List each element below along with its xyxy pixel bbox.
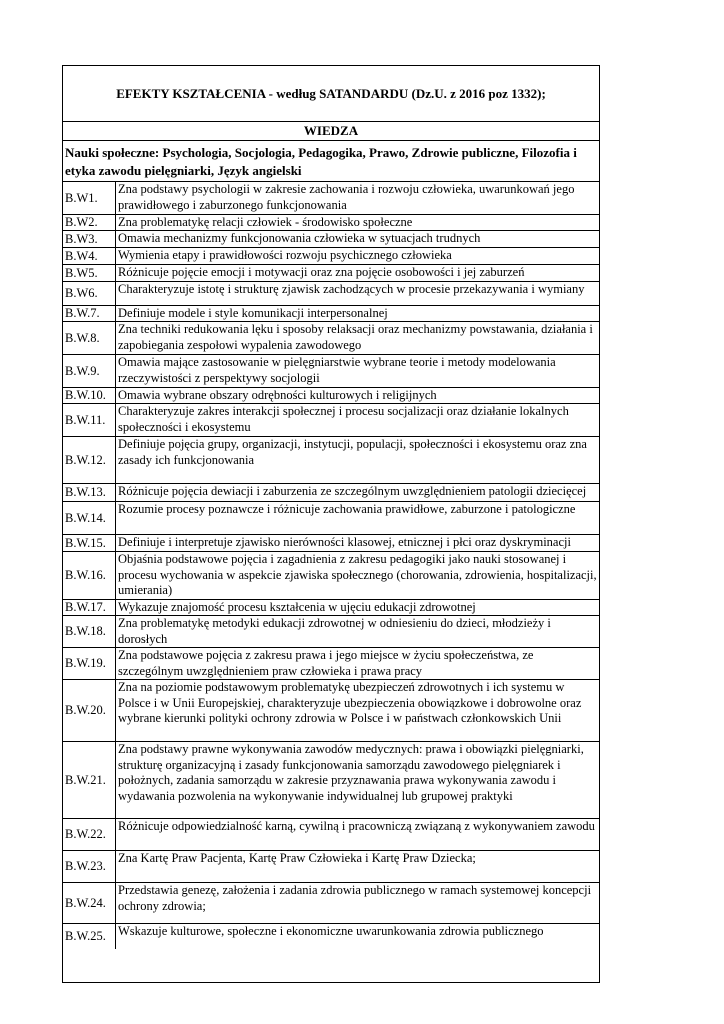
outcome-code: B.W.8. bbox=[63, 322, 116, 354]
outcome-description: Omawia mechanizmy funkcjonowania człowieka w sytuacjach trudnych bbox=[118, 231, 481, 245]
table-row bbox=[63, 819, 599, 851]
outcome-code: B.W.10. bbox=[63, 388, 116, 403]
outcome-description: Zna na poziomie podstawowym problematykę ubezpieczeń zdrowotnych i ich systemu w Polsce i w Unii Europejskiej, charakteryzuje ubezpieczenia obowiązkowe i dobrowolne oraz wybrane kierunki polityki ochrony zdrowia w Polsce i w państwach członkowskich Unii bbox=[118, 680, 582, 725]
outcome-description: Zna podstawy prawne wykonywania zawodów medycznych: prawa i obowiązki pielęgniarki, strukturę organizacyjną i zasady funkcjonowania samorządu zawodowego pielęgniarek i położnych, zadania samorządu w zakresie przyznawania prawa wykonywania zawodu i wydawania pozwolenia na wykonywanie indywidualnej lub grupowej praktyki bbox=[118, 742, 584, 803]
outcome-description: Omawia mające zastosowanie w pielęgniarstwie wybrane teorie i metody modelowania rzeczywistości z perspektywy socjologii bbox=[118, 355, 556, 385]
table-row bbox=[63, 215, 599, 231]
outcome-description: Definiuje i interpretuje zjawisko nierówności klasowej, etnicznej i płci oraz dyskryminacji bbox=[118, 535, 571, 549]
outcome-code: B.W.19. bbox=[63, 648, 116, 679]
table-row bbox=[63, 552, 599, 600]
outcome-description: Omawia wybrane obszary odrębności kulturowych i religijnych bbox=[118, 388, 437, 402]
table-title-text: EFEKTY KSZTAŁCENIA - według SATANDARDU (Dz.U. z 2016 poz 1332); bbox=[116, 85, 546, 101]
outcome-code: B.W.7. bbox=[63, 306, 116, 321]
table-row bbox=[63, 404, 599, 437]
outcome-description: Różnicuje odpowiedzialność karną, cywilną i pracowniczą związaną z wykonywaniem zawodu bbox=[118, 819, 595, 833]
outcome-code: B.W.20. bbox=[63, 680, 116, 741]
outcome-code: B.W4. bbox=[63, 248, 116, 264]
outcome-description: Zna podstawy psychologii w zakresie zachowania i rozwoju człowieka, uwarunkowań jego prawidłowego i zaburzonego funkcjonowania bbox=[118, 182, 575, 212]
table-row bbox=[63, 248, 599, 265]
outcome-code: B.W.9. bbox=[63, 355, 116, 387]
outcome-code: B.W.14. bbox=[63, 502, 116, 534]
table-row bbox=[63, 680, 599, 742]
outcome-description: Objaśnia podstawowe pojęcia i zagadnienia z zakresu pedagogiki jako nauki stosowanej i procesu wychowania w aspekcie zjawiska społecznego (chorowania, zdrowienia, hospitalizacji, umierania) bbox=[118, 552, 597, 597]
table-row bbox=[63, 437, 599, 484]
table-row bbox=[63, 535, 599, 552]
table-row bbox=[63, 282, 599, 306]
table-row bbox=[63, 265, 599, 282]
outcome-description: Zna Kartę Praw Pacjenta, Kartę Praw Człowieka i Kartę Praw Dziecka; bbox=[118, 851, 476, 865]
table-row bbox=[63, 306, 599, 322]
outcome-description: Definiuje pojęcia grupy, organizacji, instytucji, populacji, społeczności i ekosystemu oraz zna zasady ich funkcjonowania bbox=[118, 437, 587, 467]
outcome-code: B.W.22. bbox=[63, 819, 116, 850]
outcome-code: B.W.12. bbox=[63, 437, 116, 483]
outcome-code: B.W.13. bbox=[63, 484, 116, 501]
outcome-description: Wskazuje kulturowe, społeczne i ekonomiczne uwarunkowania zdrowia publicznego bbox=[118, 924, 544, 938]
outcome-description: Przedstawia genezę, założenia i zadania zdrowia publicznego w ramach systemowej koncepcji ochrony zdrowia; bbox=[118, 883, 592, 913]
table-row bbox=[63, 600, 599, 616]
table-row bbox=[63, 484, 599, 502]
table-row bbox=[63, 182, 599, 215]
table-row bbox=[63, 355, 599, 388]
table-row bbox=[63, 388, 599, 404]
table-row bbox=[63, 502, 599, 535]
outcome-code: B.W.17. bbox=[63, 600, 116, 615]
outcome-code: B.W3. bbox=[63, 231, 116, 247]
outcome-code: B.W.25. bbox=[63, 924, 116, 949]
outcome-rows bbox=[63, 182, 599, 949]
outcome-description: Zna techniki redukowania lęku i sposoby relaksacji oraz mechanizmy powstawania, działania i zapobiegania zespołowi wypalenia zawodowego bbox=[118, 322, 593, 352]
outcome-description: Różnicuje pojęcia dewiacji i zaburzenia ze szczególnym uwzględnieniem patologii dziecięcej bbox=[118, 484, 587, 498]
outcome-code: B.W.18. bbox=[63, 616, 116, 647]
table-title bbox=[63, 66, 599, 122]
table-row bbox=[63, 924, 599, 949]
outcome-code: B.W.21. bbox=[63, 742, 116, 818]
table-row bbox=[63, 322, 599, 355]
outcome-description: Zna podstawowe pojęcia z zakresu prawa i jego miejsce w życiu społeczeństwa, ze szczególnym uwzględnieniem praw człowieka i prawa pracy bbox=[118, 648, 534, 678]
table-row bbox=[63, 616, 599, 648]
outcome-description: Zna problematykę relacji człowiek - środowisko społeczne bbox=[118, 215, 413, 229]
outcome-code: B.W5. bbox=[63, 265, 116, 281]
table-row bbox=[63, 648, 599, 680]
outcome-code: B.W.16. bbox=[63, 552, 116, 599]
outcome-code: B.W.24. bbox=[63, 883, 116, 923]
outcome-description: Charakteryzuje zakres interakcji społecznej i procesu socjalizacji oraz działanie lokalnych społeczności i ekosystemu bbox=[118, 404, 569, 434]
outcome-description: Charakteryzuje istotę i strukturę zjawisk zachodzących w procesie przekazywania i wymiany bbox=[118, 282, 585, 296]
table-row bbox=[63, 883, 599, 924]
outcome-description: Wymienia etapy i prawidłowości rozwoju psychicznego człowieka bbox=[118, 248, 452, 262]
outcome-code: B.W.11. bbox=[63, 404, 116, 436]
table-row bbox=[63, 851, 599, 883]
subject-heading: Nauki społeczne: Psychologia, Socjologia, Pedagogika, Prawo, Zdrowie publiczne, Filozofia i etyka zawodu pielęgniarki, Język angielski bbox=[63, 141, 599, 182]
outcome-code: B.W1. bbox=[63, 182, 116, 214]
section-heading: WIEDZA bbox=[63, 122, 599, 141]
outcome-description: Rozumie procesy poznawcze i różnicuje zachowania prawidłowe, zaburzone i patologiczne bbox=[118, 502, 576, 516]
outcome-code: B.W.15. bbox=[63, 535, 116, 551]
outcome-description: Definiuje modele i style komunikacji interpersonalnej bbox=[118, 306, 388, 320]
outcome-description: Różnicuje pojęcie emocji i motywacji oraz zna pojęcie osobowości i jej zaburzeń bbox=[118, 265, 525, 279]
outcome-code: B.W6. bbox=[63, 282, 116, 305]
outcome-description: Zna problematykę metodyki edukacji zdrowotnej w odniesieniu do dzieci, młodzieży i dorosłych bbox=[118, 616, 551, 646]
outcome-code: B.W.23. bbox=[63, 851, 116, 882]
table-row bbox=[63, 742, 599, 819]
learning-outcomes-table bbox=[62, 65, 600, 983]
outcome-code: B.W2. bbox=[63, 215, 116, 230]
table-row bbox=[63, 231, 599, 248]
outcome-description: Wykazuje znajomość procesu kształcenia w ujęciu edukacji zdrowotnej bbox=[118, 600, 476, 614]
